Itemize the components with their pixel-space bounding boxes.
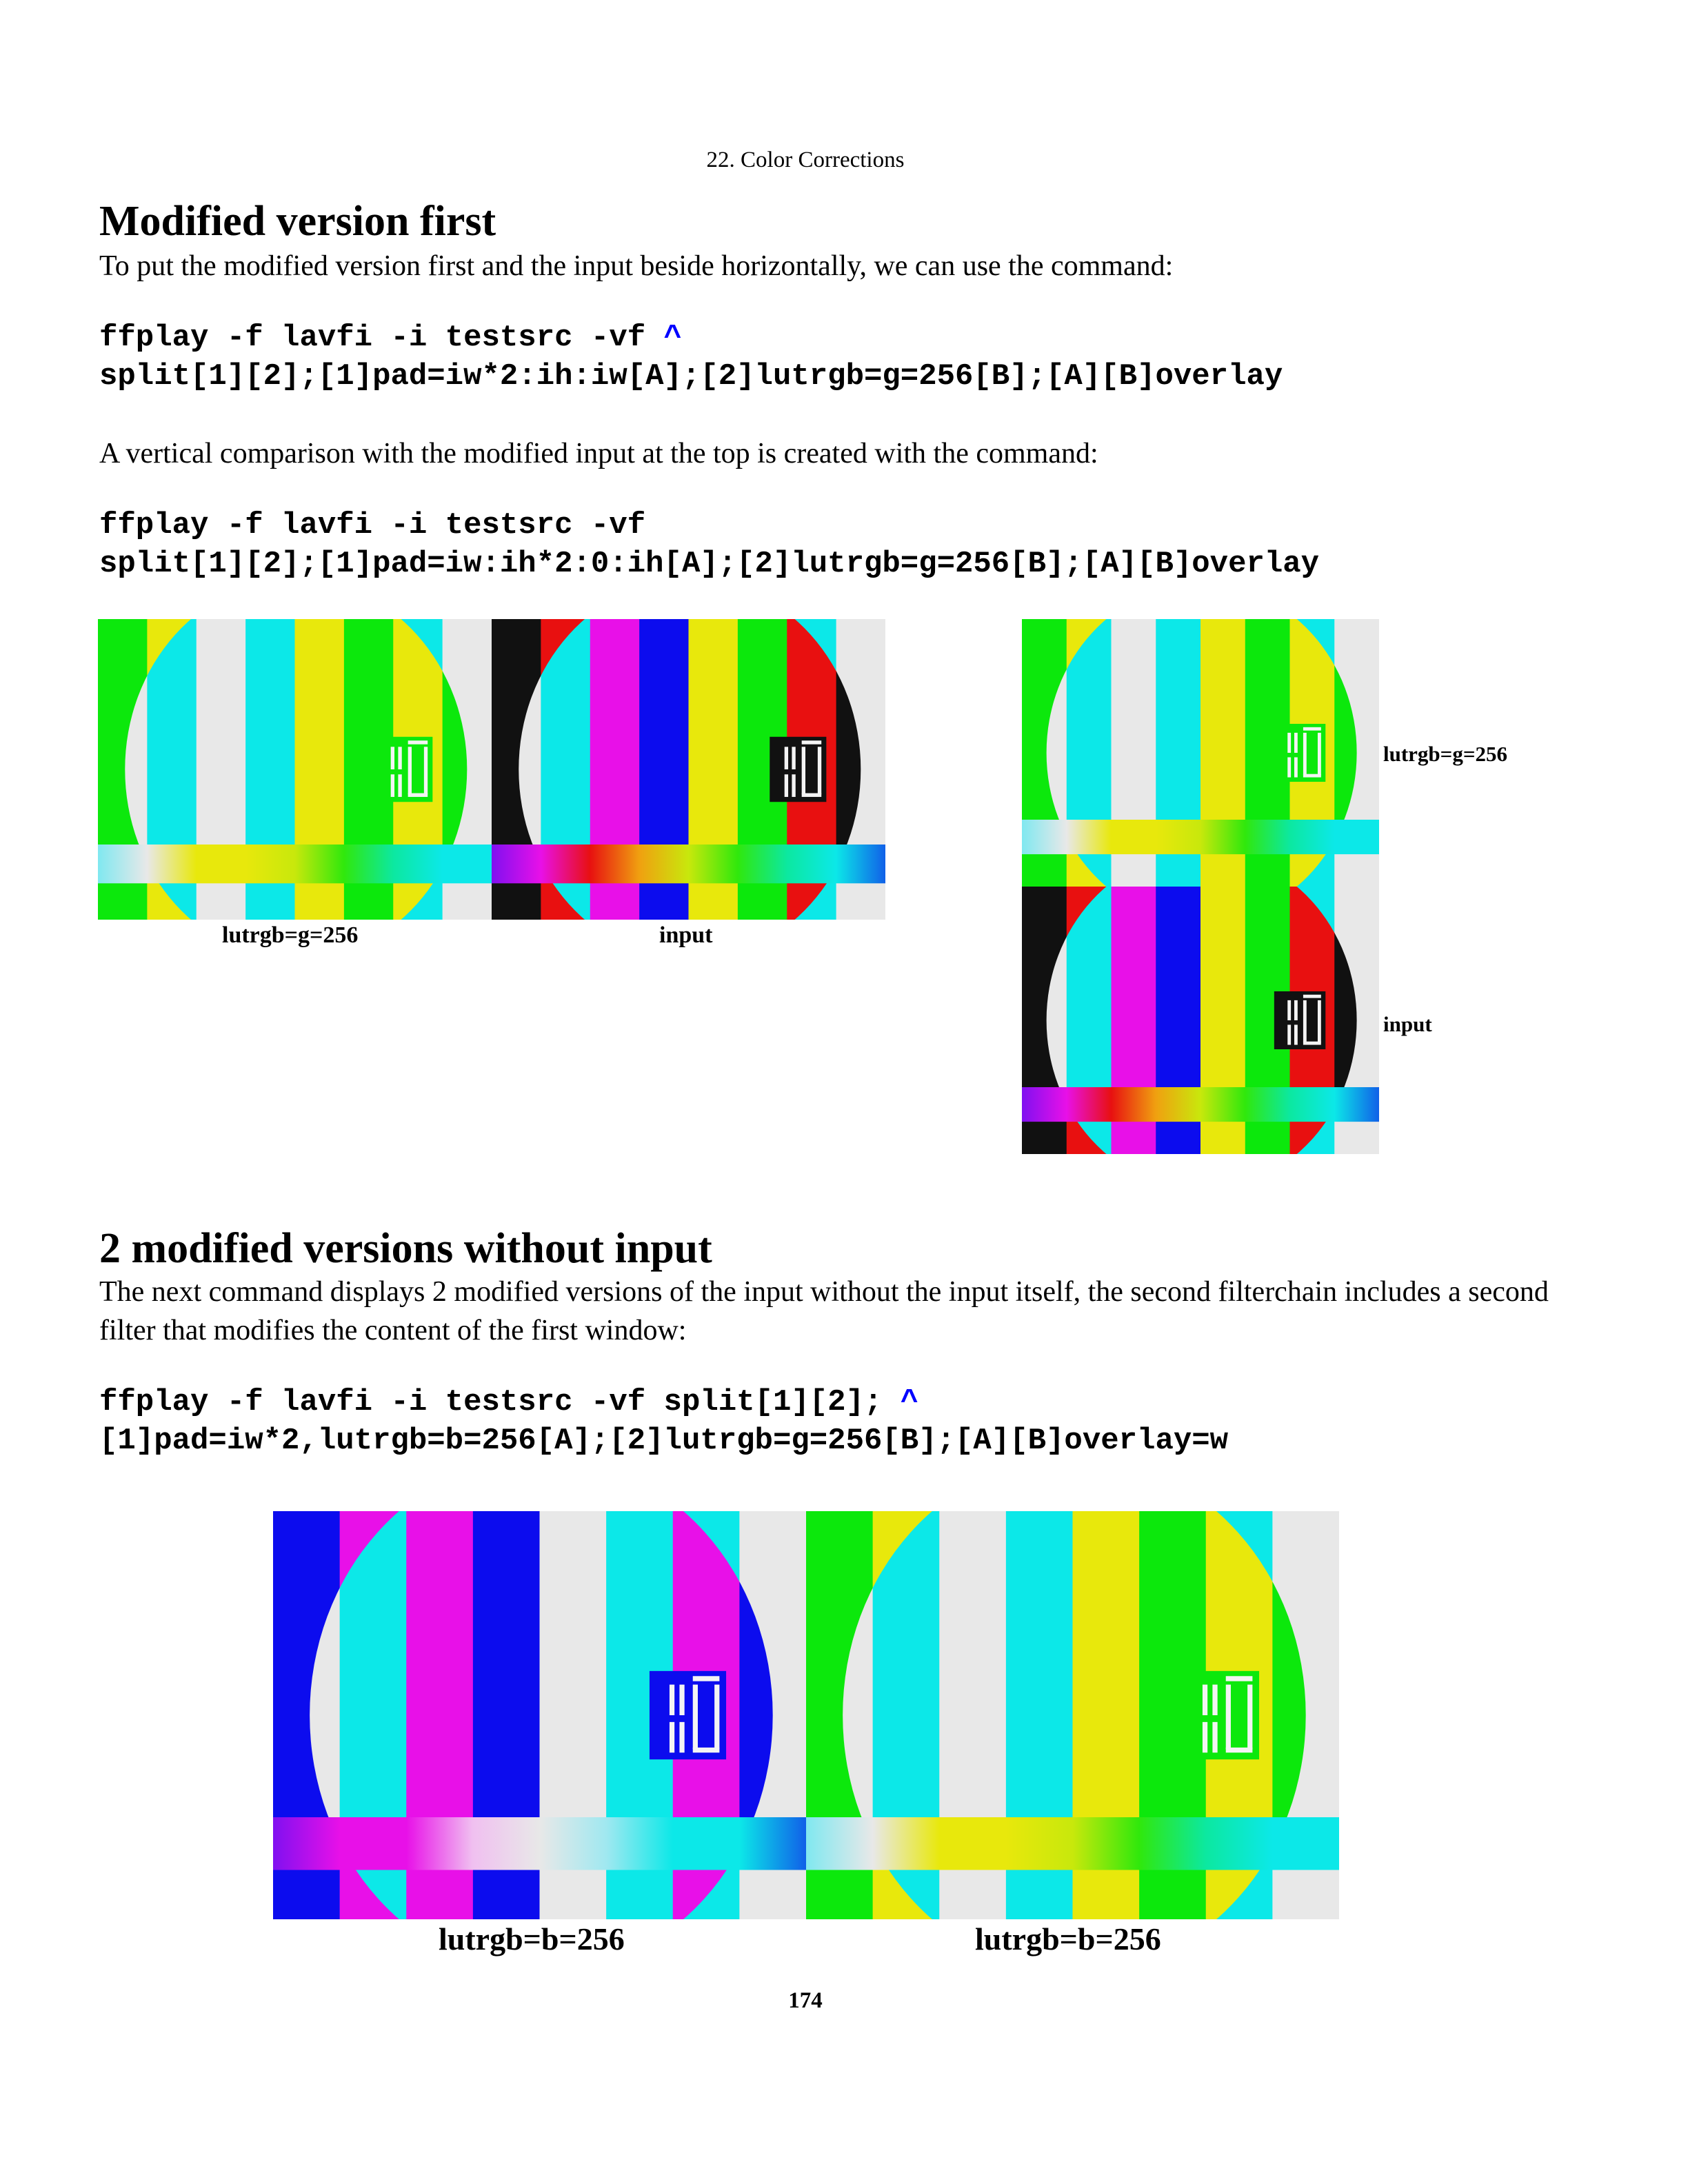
testsrc-image-g256-right bbox=[806, 1511, 1339, 1919]
gradient-band bbox=[1022, 1087, 1379, 1122]
counter-digit-segment bbox=[1247, 1685, 1252, 1750]
counter-digit-segment bbox=[1303, 727, 1321, 731]
counter-digit-segment bbox=[679, 1685, 684, 1715]
counter-digit-segment bbox=[1303, 1000, 1307, 1042]
counter-digit-segment bbox=[1226, 1676, 1253, 1681]
test-pattern bbox=[98, 619, 492, 920]
counter-digit-segment bbox=[818, 747, 821, 794]
caption-lutrgb-b-right: lutrgb=b=256 bbox=[975, 1921, 1161, 1957]
counter-digit-segment bbox=[1294, 733, 1298, 753]
page-number: 174 bbox=[788, 1988, 823, 2013]
caption-lutrgb-b-left: lutrgb=b=256 bbox=[439, 1921, 625, 1957]
counter-digit-segment bbox=[408, 747, 412, 794]
counter-digit-segment bbox=[391, 774, 394, 797]
counter-digit-segment bbox=[1212, 1685, 1217, 1715]
counter-digit-segment bbox=[792, 774, 795, 797]
code-line: split[1][2];[1]pad=iw:ih*2:0:ih[A];[2]lutrgb=g=256[B];[A][B]overlay bbox=[99, 547, 1320, 581]
code-line: split[1][2];[1]pad=iw*2:ih:iw[A];[2]lutrgb=g=256[B];[A][B]overlay bbox=[99, 359, 1283, 394]
code-block-two-modified bbox=[99, 1383, 1228, 1460]
counter-digit-segment bbox=[1287, 1024, 1291, 1044]
caption-lutrgb-g: lutrgb=g=256 bbox=[222, 922, 359, 948]
caption-input-vertical: input bbox=[1383, 1012, 1432, 1036]
test-pattern bbox=[273, 1511, 806, 1919]
counter-digit-segment bbox=[1294, 1000, 1298, 1020]
code-line: ffplay -f lavfi -i testsrc -vf split[1][2]; bbox=[99, 1385, 901, 1419]
counter-digit-segment bbox=[1212, 1722, 1217, 1752]
testsrc-image-b256-left bbox=[273, 1511, 806, 1919]
counter-digit-segment bbox=[670, 1722, 674, 1752]
testsrc-image-input-bottom bbox=[1022, 887, 1379, 1154]
test-pattern bbox=[1022, 887, 1379, 1154]
counter-digit-segment bbox=[792, 747, 795, 769]
code-line: ffplay -f lavfi -i testsrc -vf bbox=[99, 508, 646, 543]
counter-digit-segment bbox=[714, 1685, 719, 1750]
section-heading-modified-first: Modified version first bbox=[99, 198, 496, 245]
code-block-horizontal bbox=[99, 318, 1283, 396]
counter-digit-segment bbox=[1287, 1000, 1291, 1020]
counter-digit-segment bbox=[1294, 1024, 1298, 1044]
counter-digit-segment bbox=[408, 740, 428, 744]
counter-digit-segment bbox=[1294, 757, 1298, 777]
counter-digit-segment bbox=[1318, 1000, 1321, 1042]
gradient-band bbox=[273, 1817, 806, 1870]
counter-digit-segment bbox=[398, 774, 401, 797]
counter-digit-segment bbox=[802, 740, 822, 744]
counter-digit-segment bbox=[670, 1685, 674, 1715]
gradient-band bbox=[98, 845, 492, 883]
line-continuation-caret: ^ bbox=[663, 321, 682, 355]
counter-digit-segment bbox=[1226, 1685, 1231, 1750]
paragraph-intro: To put the modified version first and the input beside horizontally, we can use the command: bbox=[99, 250, 1174, 282]
code-line: [1]pad=iw*2,lutrgb=b=256[A];[2]lutrgb=g=256[B];[A][B]overlay=w bbox=[99, 1424, 1229, 1458]
counter-digit-segment bbox=[424, 747, 428, 794]
test-pattern bbox=[1022, 619, 1379, 887]
line-continuation-caret: ^ bbox=[900, 1385, 919, 1419]
section-heading-two-modified: 2 modified versions without input bbox=[99, 1225, 712, 1272]
code-block-vertical bbox=[99, 506, 1319, 583]
paragraph-vertical: A vertical comparison with the modified input at the top is created with the command: bbox=[99, 438, 1098, 469]
caption-lutrgb-g-vertical: lutrgb=g=256 bbox=[1383, 742, 1508, 766]
counter-digit-segment bbox=[1287, 757, 1291, 777]
counter-digit-segment bbox=[679, 1722, 684, 1752]
gradient-band bbox=[806, 1817, 1339, 1870]
test-pattern bbox=[492, 619, 885, 920]
counter-digit-segment bbox=[1203, 1685, 1207, 1715]
code-line: ffplay -f lavfi -i testsrc -vf bbox=[99, 321, 664, 355]
counter-digit-segment bbox=[802, 747, 805, 794]
counter-digit-segment bbox=[693, 1685, 698, 1750]
gradient-band bbox=[492, 845, 885, 883]
gradient-band bbox=[1022, 820, 1379, 854]
testsrc-image-g256 bbox=[98, 619, 492, 920]
counter-digit-segment bbox=[1287, 733, 1291, 753]
testsrc-image-g256-top bbox=[1022, 619, 1379, 887]
counter-digit-segment bbox=[1303, 733, 1307, 775]
counter-digit-segment bbox=[1318, 733, 1321, 775]
running-header: 22. Color Corrections bbox=[706, 148, 905, 172]
testsrc-image-input bbox=[492, 619, 885, 920]
counter-digit-segment bbox=[398, 747, 401, 769]
caption-input: input bbox=[659, 922, 713, 948]
counter-digit-segment bbox=[1303, 995, 1321, 998]
test-pattern bbox=[806, 1511, 1339, 1919]
counter-digit-segment bbox=[693, 1676, 720, 1681]
counter-digit-segment bbox=[785, 774, 788, 797]
paragraph-two-modified: The next command displays 2 modified versions of the input without the input itself, the second filterchain includes a second filter that modifies the content of the first window: bbox=[99, 1276, 1549, 1346]
counter-digit-segment bbox=[391, 747, 394, 769]
counter-digit-segment bbox=[1203, 1722, 1207, 1752]
counter-digit-segment bbox=[785, 747, 788, 769]
